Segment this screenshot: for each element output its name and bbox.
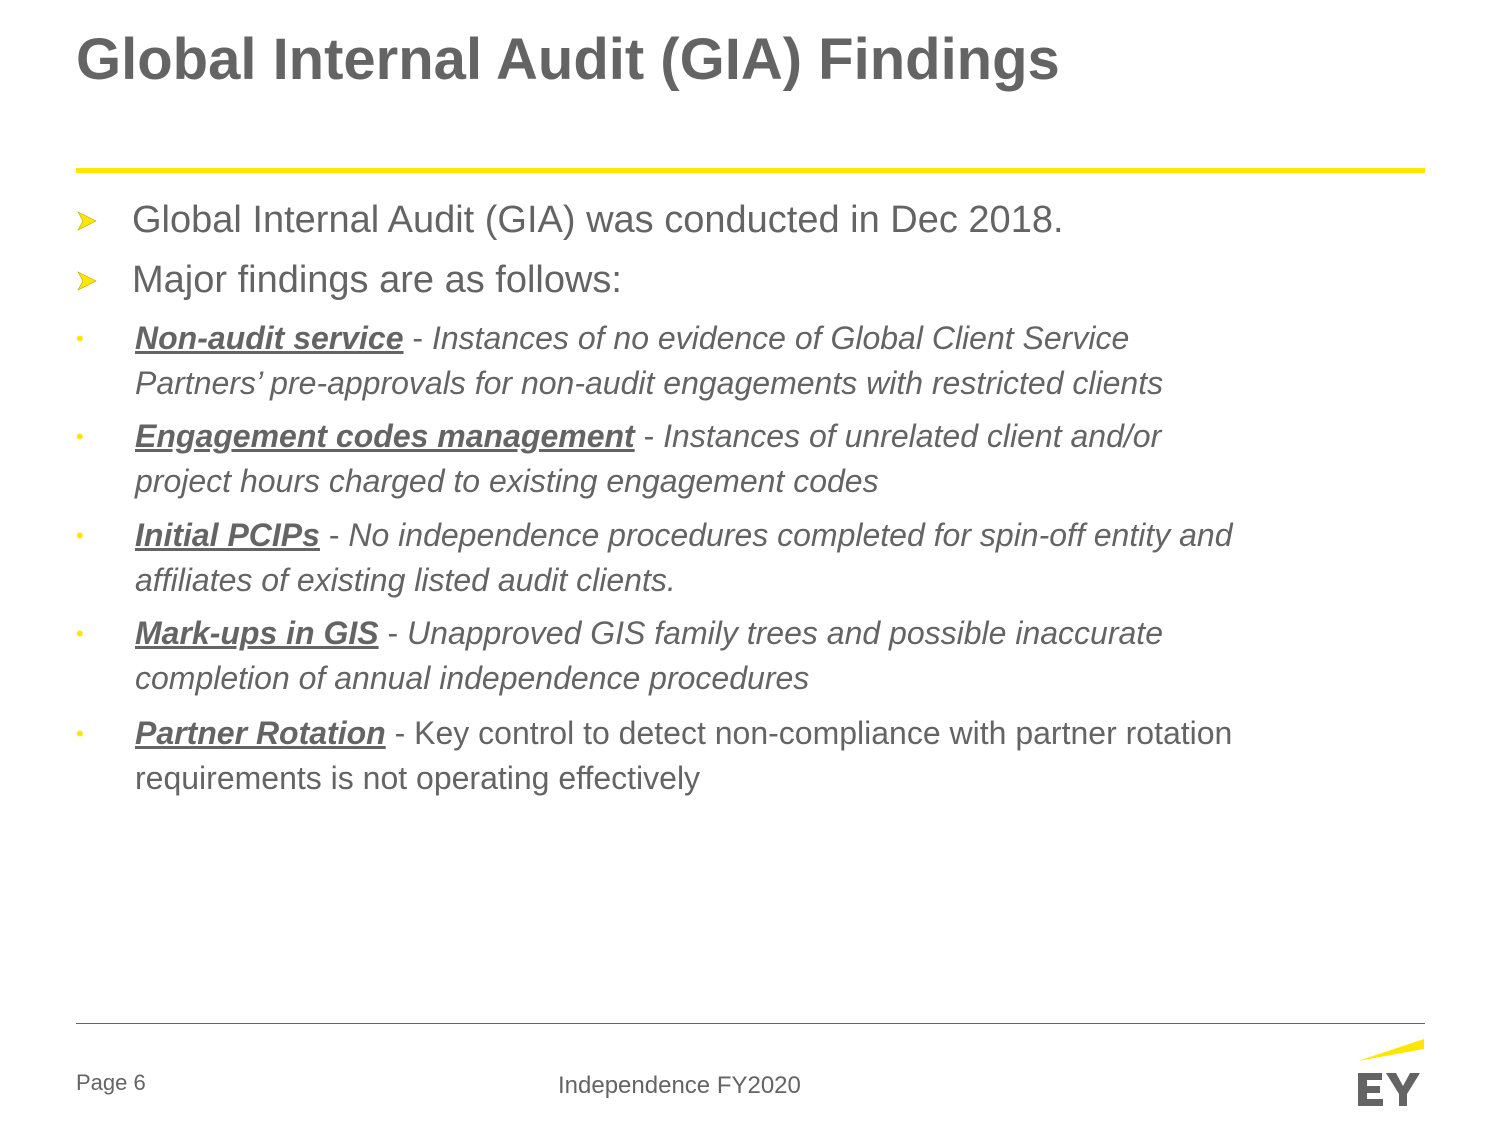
finding-description-cont: project hours charged to existing engagement codes <box>135 463 879 499</box>
ey-logo-icon <box>1356 1037 1426 1107</box>
finding-term: Initial PCIPs <box>135 517 320 553</box>
finding-item-5 <box>76 711 1425 803</box>
bullet-dot-icon: • <box>76 523 84 548</box>
finding-separator: - <box>385 715 415 751</box>
intro-item-1 <box>76 198 1425 242</box>
finding-description: Unapproved GIS family trees and possible inaccurate <box>407 615 1163 651</box>
finding-separator: - <box>319 517 349 553</box>
arrow-bullet-icon <box>76 266 100 294</box>
title-underline-rule <box>76 168 1425 173</box>
finding-term: Engagement codes management <box>135 418 635 454</box>
finding-description: Instances of no evidence of Global Client Service <box>431 320 1130 356</box>
finding-description-cont: completion of annual independence procedures <box>135 660 810 696</box>
finding-term: Non-audit service <box>135 320 404 356</box>
finding-description-cont: Partners’ pre-approvals for non-audit engagements with restricted clients <box>135 365 1164 401</box>
finding-description: Instances of unrelated client and/or <box>663 418 1162 454</box>
page-number: Page 6 <box>76 1070 146 1095</box>
finding-item-3 <box>76 513 1425 605</box>
finding-separator: - <box>378 615 408 651</box>
finding-item-2 <box>76 414 1425 506</box>
footer-divider <box>76 1023 1425 1024</box>
finding-separator: - <box>634 418 664 454</box>
bullet-dot-icon: • <box>76 721 84 746</box>
finding-term: Mark-ups in GIS <box>135 615 379 651</box>
finding-description-cont: affiliates of existing listed audit clients. <box>135 562 676 598</box>
finding-item-1 <box>76 316 1425 408</box>
finding-description-cont: requirements is not operating effectively <box>135 760 701 796</box>
footer-title: Independence FY2020 <box>558 1072 801 1099</box>
bullet-dot-icon: • <box>76 424 84 449</box>
finding-description: No independence procedures completed for spin-off entity and <box>348 517 1233 553</box>
slide-title: Global Internal Audit (GIA) Findings <box>76 27 1060 92</box>
bullet-dot-icon: • <box>76 621 84 646</box>
arrow-bullet-icon <box>76 206 100 234</box>
finding-description: Key control to detect non-compliance with partner rotation <box>414 715 1233 751</box>
intro-item-text: Major findings are as follows: <box>132 259 622 301</box>
finding-term: Partner Rotation <box>135 715 386 751</box>
finding-item-4 <box>76 611 1425 703</box>
intro-item-2 <box>76 258 1425 302</box>
finding-separator: - <box>403 320 432 356</box>
bullet-dot-icon: • <box>76 326 84 351</box>
intro-item-text: Global Internal Audit (GIA) was conducted in Dec 2018. <box>132 199 1064 241</box>
